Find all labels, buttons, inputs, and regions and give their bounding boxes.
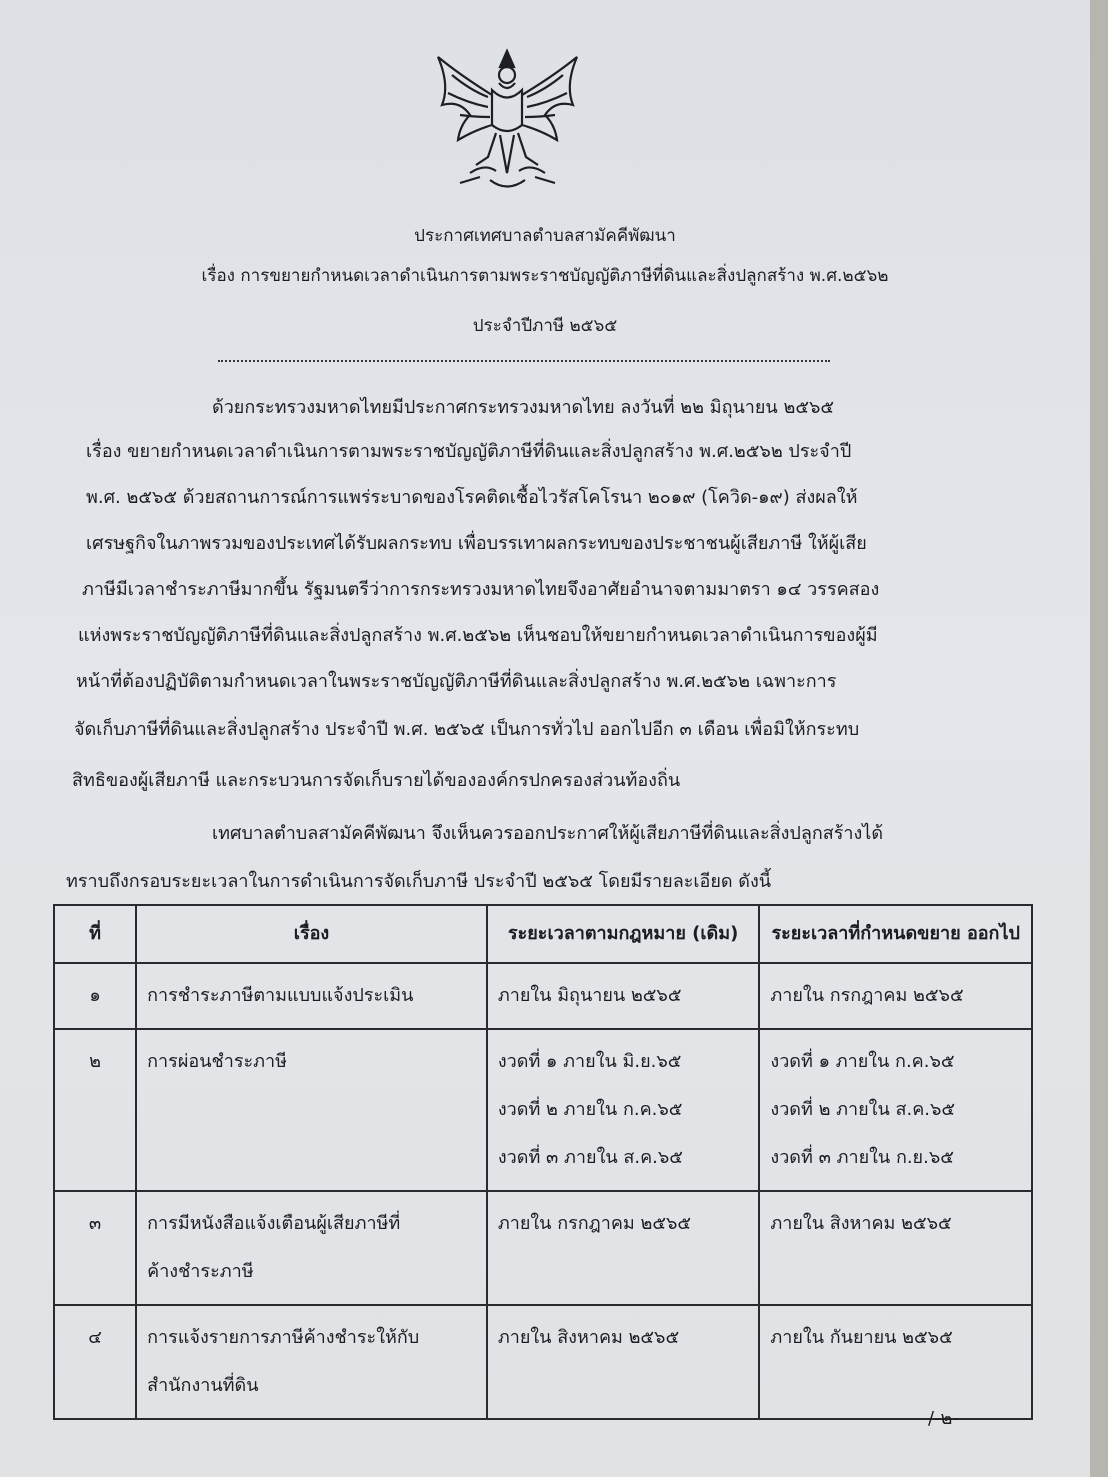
background-edge (1090, 0, 1108, 1477)
table-header-row (54, 905, 1032, 963)
table-row (54, 1305, 1032, 1419)
row-new-period: ภายใน สิงหาคม ๒๕๖๕ (759, 1191, 1032, 1305)
row-no: ๓ (54, 1191, 136, 1305)
header-new-line1: ระยะเวลาที่กำหนดขยาย (771, 923, 961, 944)
row-subject: การมีหนังสือแจ้งเตือนผู้เสียภาษีที่ ค้างชำระภาษี (136, 1191, 487, 1305)
table-row (54, 963, 1032, 1029)
row-new-period: งวดที่ ๑ ภายใน ก.ค.๖๕ งวดที่ ๒ ภายใน ส.ค.๖๕ งวดที่ ๓ ภายใน ก.ย.๖๕ (759, 1029, 1032, 1191)
header-old-line1: ระยะเวลาตามกฎหมาย (507, 923, 686, 944)
dotted-divider (218, 360, 830, 362)
header-no: ที่ (54, 905, 136, 963)
body-line: เรื่อง ขยายกำหนดเวลาดำเนินการตามพระราชบัญญัติภาษีที่ดินและสิ่งปลูกสร้าง พ.ศ.๒๕๖๒ ประจำปี (86, 441, 852, 462)
row-old-period: งวดที่ ๑ ภายใน มิ.ย.๖๕ งวดที่ ๒ ภายใน ก.ค.๖๕ งวดที่ ๓ ภายใน ส.ค.๖๕ (487, 1029, 760, 1191)
row-subject: การชำระภาษีตามแบบแจ้งประเมิน (136, 963, 487, 1029)
row-new-period: ภายใน กรกฎาคม ๒๕๖๕ (759, 963, 1032, 1029)
row-subject: การแจ้งรายการภาษีค้างชำระให้กับ สำนักงานที่ดิน (136, 1305, 487, 1419)
body-line: ทราบถึงกรอบระยะเวลาในการดำเนินการจัดเก็บภาษี ประจำปี ๒๕๖๕ โดยมีรายละเอียด ดังนี้ (66, 871, 772, 892)
body-line: พ.ศ. ๒๕๖๕ ด้วยสถานการณ์การแพร่ระบาดของโรคติดเชื้อไวรัสโคโรนา ๒๐๑๙ (โควิด-๑๙) ส่งผลให้ (86, 487, 858, 508)
header-new-period (759, 905, 1032, 963)
table-row (54, 1191, 1032, 1305)
body-line: หน้าที่ต้องปฏิบัติตามกำหนดเวลาในพระราชบัญญัติภาษีที่ดินและสิ่งปลูกสร้าง พ.ศ.๒๕๖๒ เฉพาะการ (76, 671, 837, 692)
announcement-subject: เรื่อง การขยายกำหนดเวลาดำเนินการตามพระราชบัญญัติภาษีที่ดินและสิ่งปลูกสร้าง พ.ศ.๒๕๖๒ (201, 266, 889, 286)
row-no: ๔ (54, 1305, 136, 1419)
page-marker: /-๒- (928, 1408, 959, 1429)
schedule-table (53, 904, 1033, 1420)
garuda-emblem-icon (430, 45, 585, 195)
table-row (54, 1029, 1032, 1191)
body-line: เศรษฐกิจในภาพรวมของประเทศได้รับผลกระทบ เพื่อบรรเทาผลกระทบของประชาชนผู้เสียภาษี ให้ผู้เสีย (86, 533, 867, 554)
header-old-line2: (เดิม) (692, 923, 739, 944)
row-new-period: ภายใน กันยายน ๒๕๖๕ (759, 1305, 1032, 1419)
tax-year: ประจำปีภาษี ๒๕๖๕ (472, 316, 618, 336)
body-line: เทศบาลตำบลสามัคคีพัฒนา จึงเห็นควรออกประกาศให้ผู้เสียภาษีที่ดินและสิ่งปลูกสร้างได้ (212, 823, 884, 844)
row-old-period: ภายใน กรกฎาคม ๒๕๖๕ (487, 1191, 760, 1305)
body-line: สิทธิของผู้เสียภาษี และกระบวนการจัดเก็บรายได้ขององค์กรปกครองส่วนท้องถิ่น (72, 770, 681, 791)
row-old-period: ภายใน สิงหาคม ๒๕๖๕ (487, 1305, 760, 1419)
body-line: แห่งพระราชบัญญัติภาษีที่ดินและสิ่งปลูกสร้าง พ.ศ.๒๕๖๒ เห็นชอบให้ขยายกำหนดเวลาดำเนินการของผู้มี (78, 625, 878, 646)
body-line: ด้วยกระทรวงมหาดไทยมีประกาศกระทรวงมหาดไทย ลงวันที่ ๒๒ มิถุนายน ๒๕๖๕ (212, 397, 834, 418)
header-subject: เรื่อง (136, 905, 487, 963)
header-new-line2: ออกไป (966, 923, 1020, 944)
announcement-title: ประกาศเทศบาลตำบลสามัคคีพัฒนา (414, 226, 676, 246)
row-no: ๑ (54, 963, 136, 1029)
body-line: ภาษีมีเวลาชำระภาษีมากขึ้น รัฐมนตรีว่าการกระทรวงมหาดไทยจึงอาศัยอำนาจตามมาตรา ๑๔ วรรคสอง (82, 579, 880, 600)
header-old-period (487, 905, 760, 963)
row-subject: การผ่อนชำระภาษี (136, 1029, 487, 1191)
row-no: ๒ (54, 1029, 136, 1191)
row-old-period: ภายใน มิถุนายน ๒๕๖๕ (487, 963, 760, 1029)
body-line: จัดเก็บภาษีที่ดินและสิ่งปลูกสร้าง ประจำปี พ.ศ. ๒๕๖๕ เป็นการทั่วไป ออกไปอีก ๓ เดือน เพื่อมิให้กระทบ (74, 719, 860, 740)
